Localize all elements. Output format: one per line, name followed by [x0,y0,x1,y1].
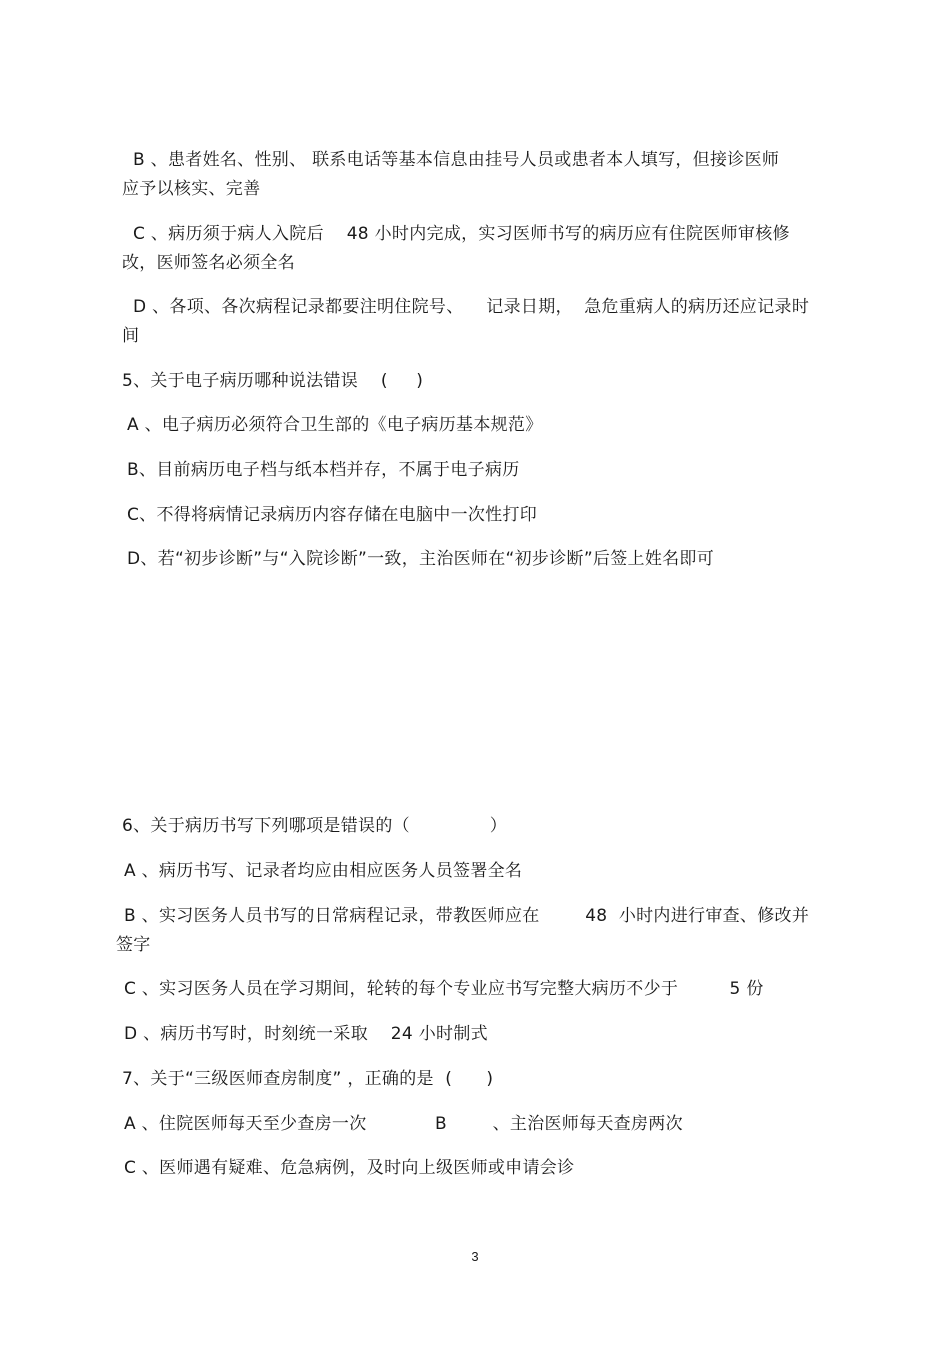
option-6c: C 、实习医务人员在学习期间，轮转的每个专业应书写完整大病历不少于 5 份 [124,979,764,999]
option-6b-line-2: 签字 [116,935,151,955]
option-6a: A 、病历书写、记录者均应由相应医务人员签署全名 [124,861,523,881]
option-5c: C、不得将病情记录病历内容存储在电脑中一次性打印 [127,505,538,525]
option-4c-line-2: 改，医师签名必须全名 [122,253,295,273]
option-4d-line-2: 间 [122,326,140,346]
option-4b-line-2: 应予以核实、完善 [122,179,261,199]
option-5d: D、若“初步诊断”与“入院诊断”一致，主治医师在“初步诊断”后签上姓名即可 [127,549,715,569]
option-6d: D 、病历书写时，时刻统一采取 24 小时制式 [124,1024,488,1044]
option-4b-line-1: B 、患者姓名、性别、 联系电话等基本信息由挂号人员或患者本人填写，但接诊医师 [133,150,780,170]
page-number: 3 [471,1249,479,1264]
option-7a-7b: A 、住院医师每天至少查房一次 B 、主治医师每天查房两次 [124,1114,683,1134]
question-7: 7、关于“三级医师查房制度” ，正确的是 ( ) [122,1069,494,1089]
option-5a: A 、电子病历必须符合卫生部的《电子病历基本规范》 [127,415,543,435]
option-6b-line-1: B 、实习医务人员书写的日常病程记录，带教医师应在 48 小时内进行审查、修改并 [124,906,810,926]
option-4d-line-1: D 、各项、各次病程记录都要注明住院号、 记录日期， 急危重病人的病历还应记录时 [133,297,810,317]
question-6: 6、关于病历书写下列哪项是错误的（ ） [122,816,508,836]
option-4c-line-1: C 、病历须于病人入院后 48 小时内完成，实习医师书写的病历应有住院医师审核修 [133,224,790,244]
question-5: 5、关于电子病历哪种说法错误 ( ) [122,371,424,391]
option-5b: B、目前病历电子档与纸本档并存，不属于电子病历 [127,460,520,480]
option-7c: C 、医师遇有疑难、危急病例，及时向上级医师或申请会诊 [124,1158,575,1178]
